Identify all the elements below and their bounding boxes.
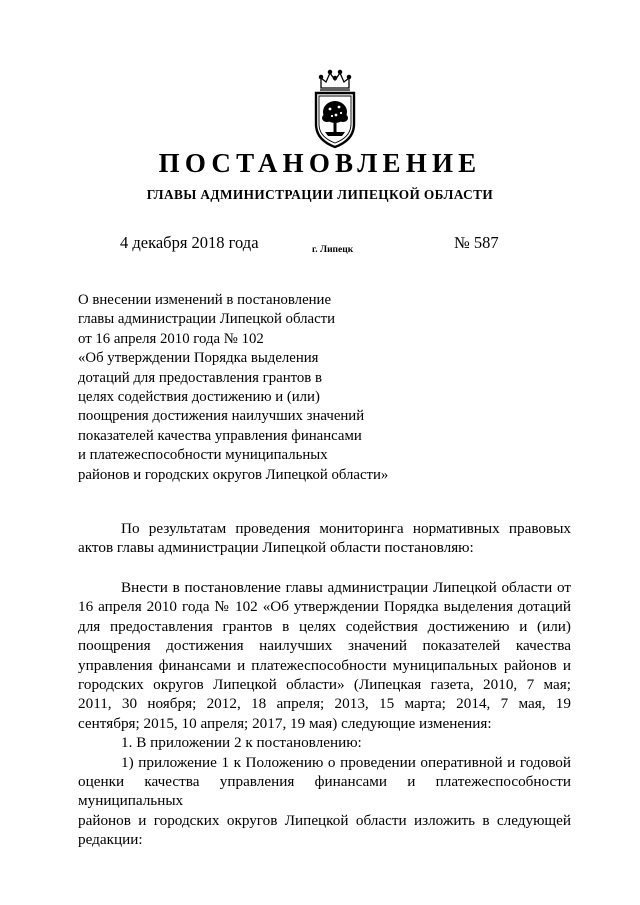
body-line: актов главы администрации Липецкой области постановляю: [78,539,474,557]
subject-line: от 16 апреля 2010 года № 102 [78,330,264,347]
subject-line: главы администрации Липецкой области [78,311,336,328]
document-date: 4 декабря 2018 года [120,233,259,252]
subject-line: «Об утверждении Порядка выделения [78,350,319,367]
document-city: г. Липецк [312,245,354,255]
subject-line: показателей качества управления финансами [78,427,362,444]
body-line: 1) приложение 1 к Положению о проведении оперативной и годовой [121,753,571,771]
body-line: редакции: [78,831,143,849]
preamble-paragraph [78,519,571,558]
subject-line: районов и городских округов Липецкой области» [78,466,389,483]
body-line: сентября; 2015, 10 апреля; 2017, 19 мая) следующие изменения: [78,714,492,732]
body-line: 1. В приложении 2 к постановлению: [121,734,362,752]
document-number: № 587 [454,233,499,252]
body-line: для предоставления грантов в целях содействия достижению и (или) [78,617,571,635]
body-line: управления финансами и платежеспособности муниципальных районов и [78,656,571,674]
document-subject [78,291,498,485]
body-line: Внести в постановление главы администрации Липецкой области от [121,579,571,596]
coat-of-arms-icon [309,66,361,150]
subject-line: целях содействия достижению и (или) [78,389,320,406]
body-line: оценки качества управления финансами и платежеспособности муниципальных [78,773,571,810]
main-paragraph [78,578,571,850]
document-title: ПОСТАНОВЛЕНИЕ [158,148,482,178]
body-line: 16 апреля 2010 года № 102 «Об утверждении Порядка выделения дотаций [78,598,571,616]
document-subtitle: ГЛАВЫ АДМИНИСТРАЦИИ ЛИПЕЦКОЙ ОБЛАСТИ [146,187,494,202]
body-line: районов и городских округов Липецкой области изложить в следующей [78,811,571,829]
subject-line: поощрения достижения наилучших значений [78,408,365,425]
body-line: поощрения достижения наилучших значений показателей качества [78,637,571,655]
body-line: 2011, 30 ноября; 2012, 18 апреля; 2013, 15 марта; 2014, 7 мая, 19 [78,695,571,713]
body-line: По результатам проведения мониторинга нормативных правовых [121,520,571,537]
subject-line: и платежеспособности муниципальных [78,447,328,464]
subject-line: дотаций для предоставления грантов в [78,369,322,386]
subject-line: О внесении изменений в постановление [78,292,332,308]
body-line: городских округов Липецкой области» (Липецкая газета, 2010, 7 мая; [78,676,571,694]
